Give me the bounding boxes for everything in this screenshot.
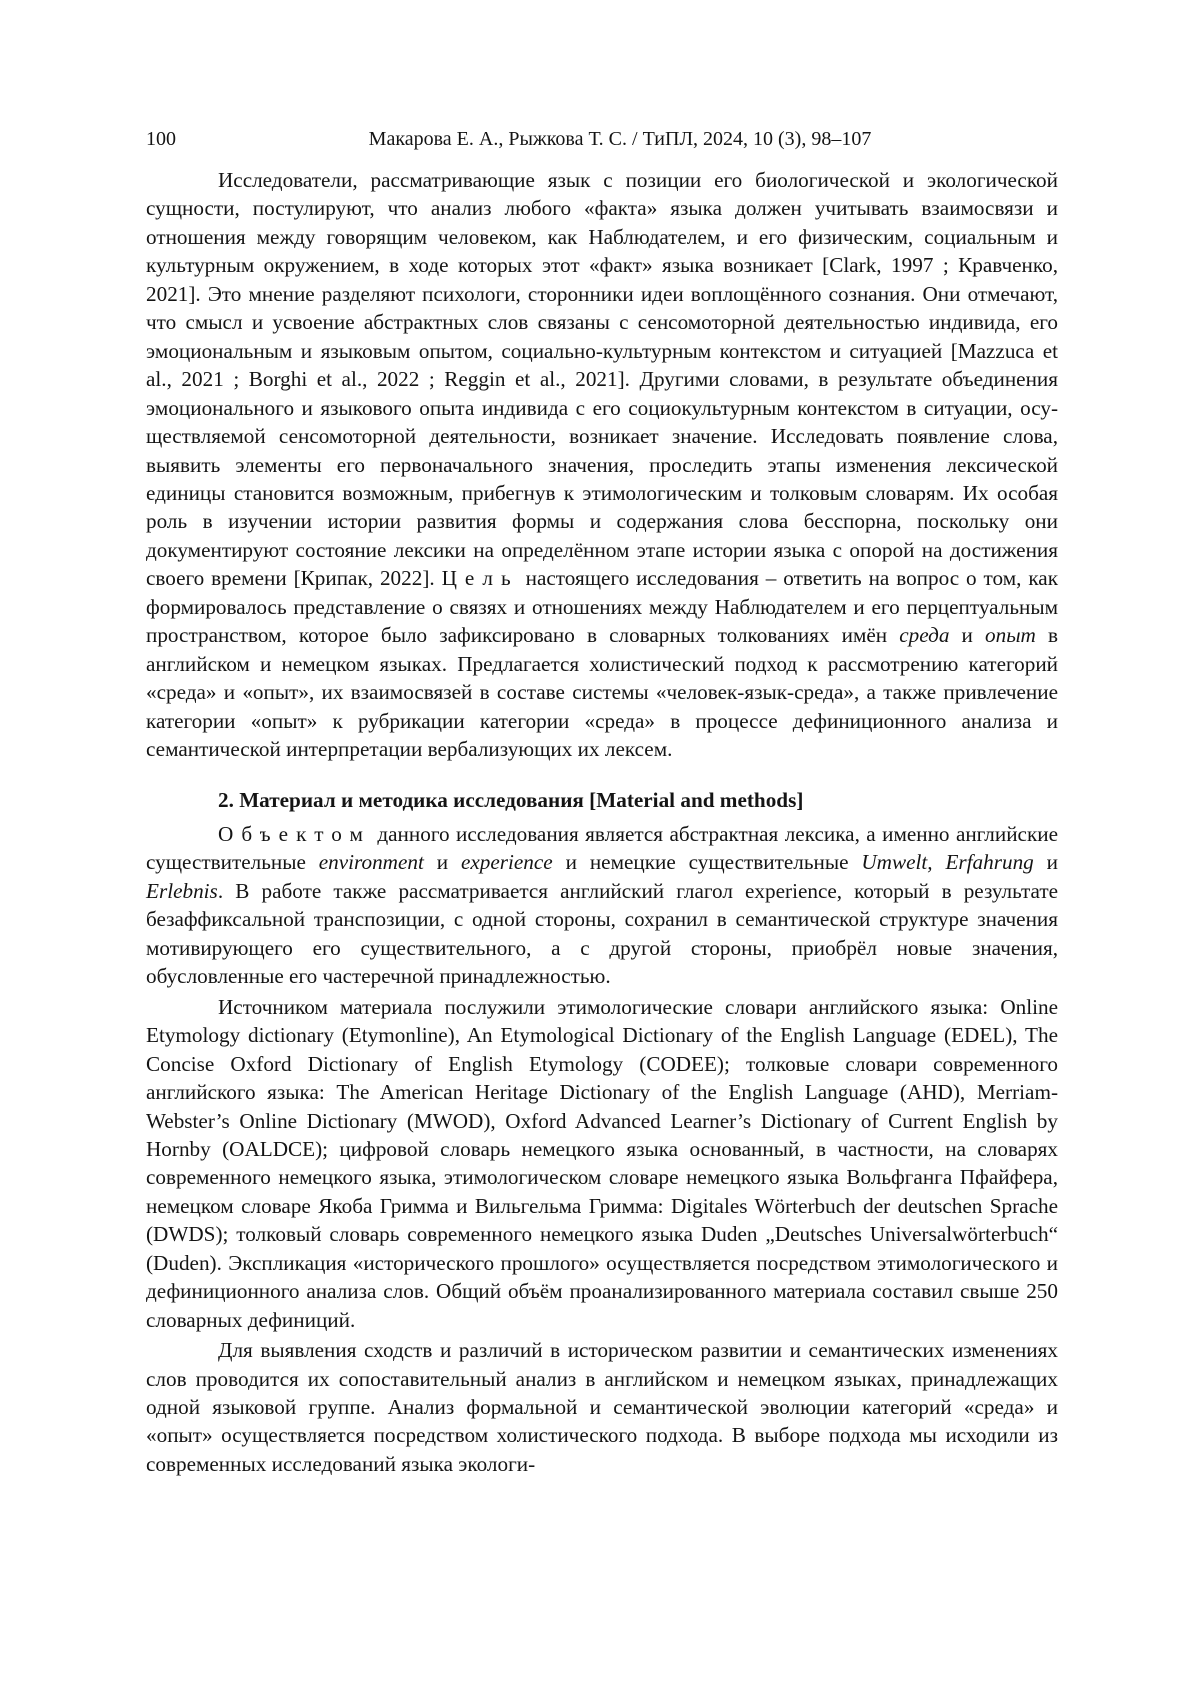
text-run: данного исследования является абстрактная лексика, а именно английские существительные (146, 821, 1058, 875)
page-header (146, 126, 1058, 152)
italic-term: опыт (985, 623, 1036, 648)
text-run: и (1033, 850, 1058, 875)
text-run: в английском и немецком языках. Предлагается холистический подход к рассмотрению категорий «среда» и «опыт», их взаимосвязей в составе системы «человек-язык-среда», а также привлечение категории «опыт» к рубрикации категории «среда» в процессе дефиниционного анализа и семантической интерпретации вербализующих их лексем. (146, 623, 1058, 762)
article-body (146, 166, 1058, 1478)
italic-term: Umwelt, Erfahrung (861, 850, 1034, 875)
text-run: настоящего исследования – ответить на вопрос о том, как формировалось представление о связях и отношениях между Наблюдателем и его перцептуальным пространством, которое было зафиксировано в словарных толкованиях имён (146, 566, 1058, 648)
text-run: и (949, 623, 986, 648)
text-run: Исследователи, рассматривающие язык с позиции его биологической и экологической сущности, постулируют, что анализ любого «факта» языка должен учитывать взаимосвязи и отношения между говорящим человеком, как Наблюдателем, и его физическим, социальным и культурным окружением, в ходе которых этот «факт» языка возникает [Clark, 1997 ; Кравченко, 2021]. Это мнение разделяют психологи, сторонники идеи воплощённого сознания. Они отмечают, что смысл и усвоение абстрактных слов связаны с сенсомоторной деятельностью индивида, его эмоциональным и языковым опытом, социально-культурным контекстом и ситуацией [Mazzuca et al., 2021 ; Borghi et al., 2022 ; Reggin et al., 2021]. Другими словами, в результате объединения эмоционального и языкового опыта индивида с его социокультурным контекстом в ситуации, осуществляемой сенсомоторной деятельности, возникает значение. Исследовать появление слова, выявить элементы его первоначального значения, проследить этапы изменения лексической единицы становится возможным, прибегнув к этимологическим и толковым словарям. Их особая роль в изучении истории развития формы и содержания слова бесспорна, поскольку они документируют состояние лексики на определённом этапе истории языка с опорой на достижения своего времени [Крипак, 2022]. (146, 168, 1058, 591)
italic-term: experience (460, 850, 553, 875)
italic-term: Erlebnis (146, 878, 218, 903)
text-run: . В работе также рассматривается английский глагол experience, который в результате безаффиксальной транспозиции, с одной стороны, сохранил в семантической структуре значения мотивирующего его существительного, а с другой стороны, приобрёл новые значения, обусловленные его частеречной принадлежностью. (146, 878, 1058, 989)
page-number: 100 (146, 128, 176, 150)
text-run: и немецкие существительные (552, 850, 862, 875)
spaced-emphasis: Цель (441, 566, 519, 591)
paragraph-object (146, 820, 1058, 991)
paragraph-method: Для выявления сходств и различий в историческом развитии и семантических изменениях слов проводится их сопоставительный анализ в английском и немецком языках, принадлежащих одной языковой группе. Анализ формальной и семантической эволюции категорий «среда» и «опыт» осуществляется посредством холистического подхода. В выборе подхода мы исходили из современных исследований языка экологи- (146, 1338, 1058, 1476)
paragraph-introduction-end (146, 166, 1058, 764)
text-run: и (423, 850, 461, 875)
running-title: Макарова Е. А., Рыжкова Т. С. / ТиПЛ, 2024, 10 (3), 98–107 (368, 128, 872, 150)
italic-term: environment (318, 850, 424, 875)
section-heading: 2. Материал и методика исследования [Material and methods] (218, 787, 804, 812)
paragraph-sources: Источником материала послужили этимологические словари английского языка: Online Etymology dictionary (Etymonline), An Etymological Dictionary of the English Language (EDEL), The Concise Oxford Dictionary of English Etymology (CODEE); толковые словари современного английского языка: The American Heritage Dictionary of the English Language (AHD), Merriam-Webster’s Online Dictionary (MWOD), Oxford Advanced Learner’s Dictionary of Current English by Hornby (OALDCE); цифровой словарь немецкого языка основанный, в частности, на словарях современного немецкого языка, этимологическом словаре немецкого языка Вольфганга Пфайфера, немецком словаре Якоба Гримма и Вильгельма Гримма: Digitales Wörterbuch der deutschen Sprache (DWDS); толковый словарь современного немецкого языка Duden „Deutsches Universalwörterbuch“ (Duden). Экспликация «исторического прошлого» осуществляется посредством этимологического и дефиниционного анализа слов. Общий объём проанализированного материала составил свыше 250 словарных дефиниций. (146, 994, 1059, 1332)
spaced-emphasis: Объектом (218, 821, 371, 846)
italic-term: среда (899, 623, 950, 648)
